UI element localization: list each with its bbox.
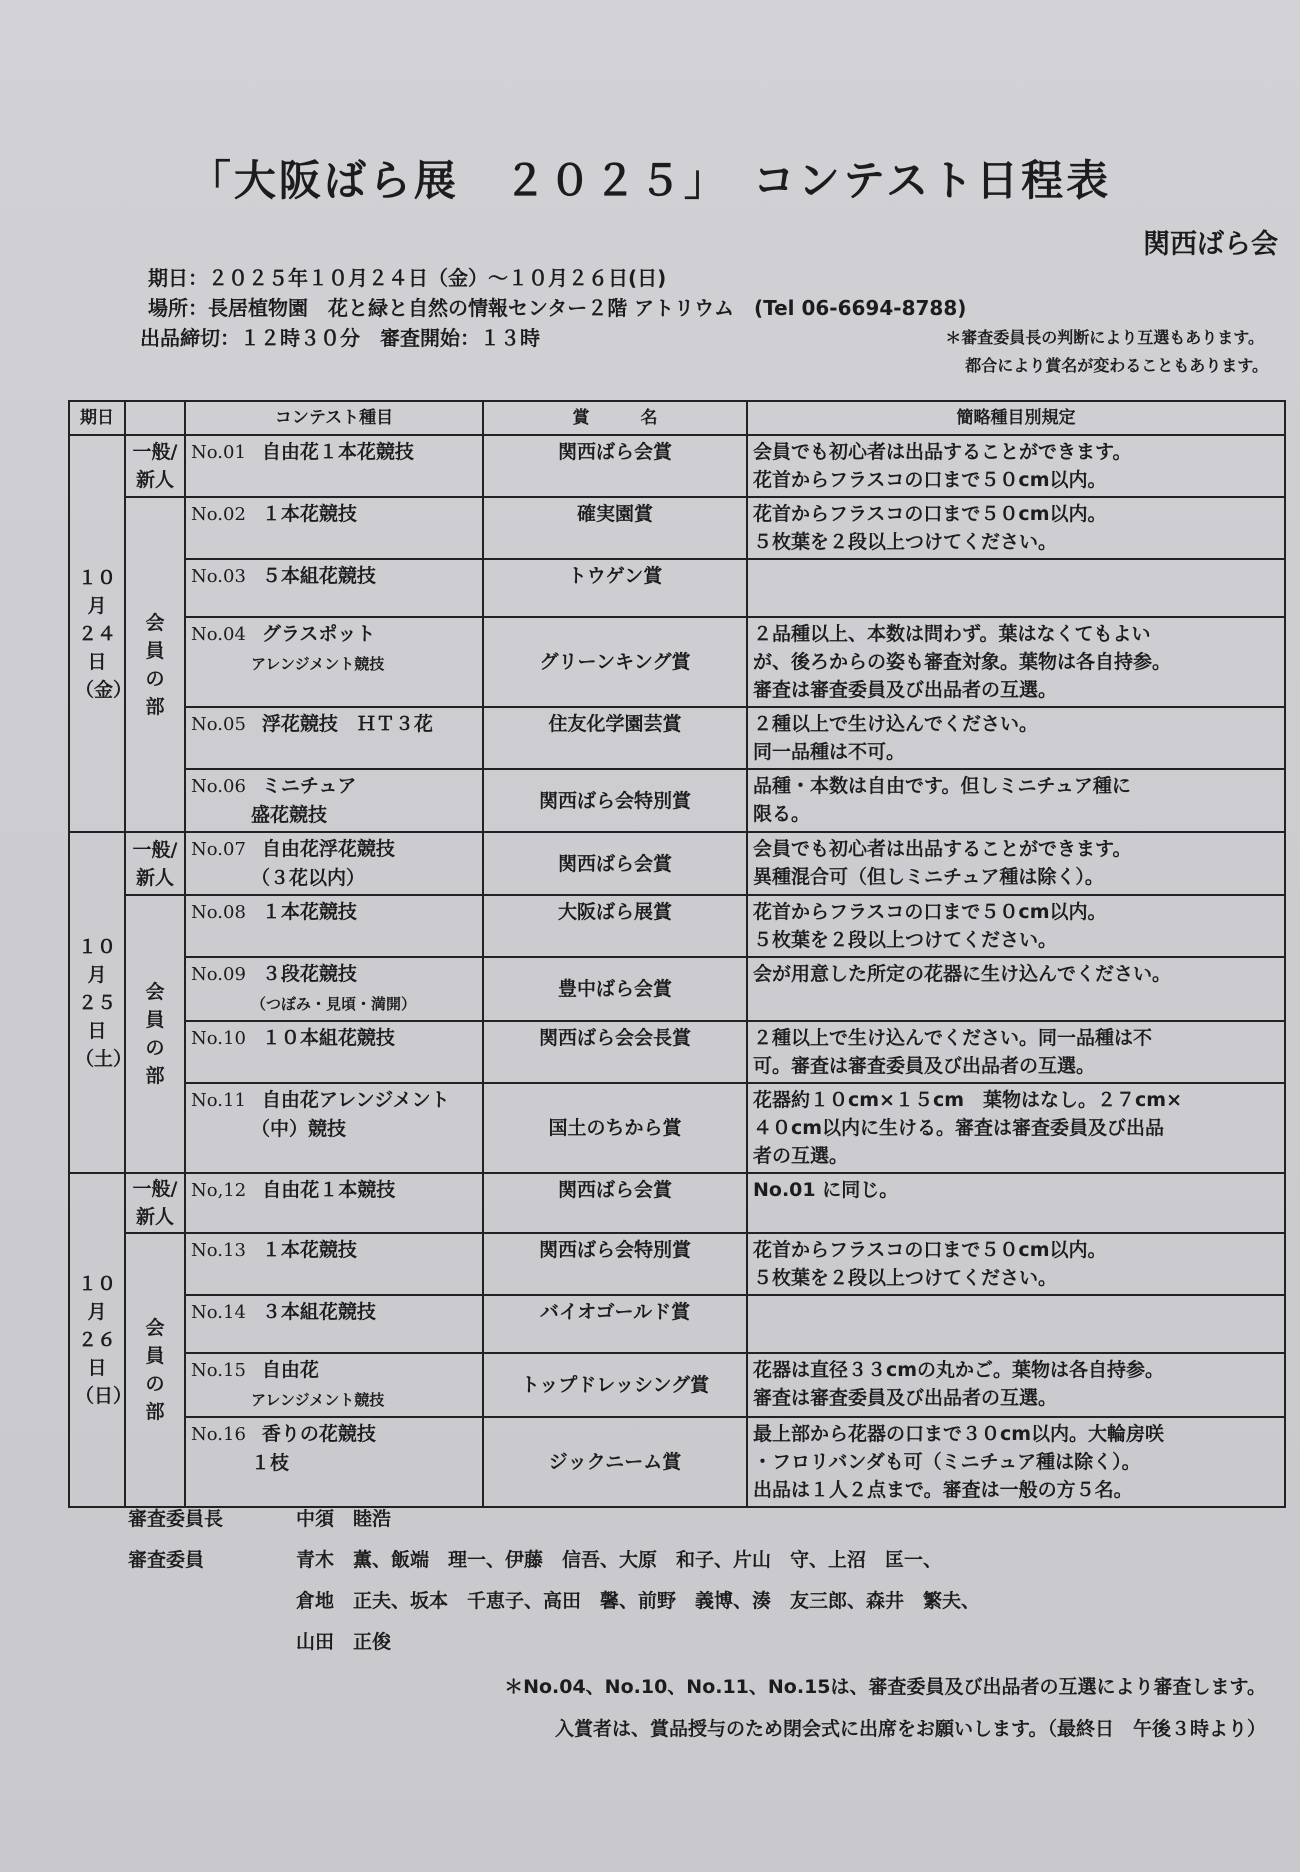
prize-cell: トウゲン賞	[483, 559, 747, 617]
prize-cell: 国土のちから賞	[483, 1083, 747, 1173]
division-general: 一般/新人	[125, 1173, 185, 1233]
rules-line: 出品は１人２点まで。審査は一般の方５名。	[753, 1479, 1133, 1501]
table-row	[69, 1295, 1285, 1353]
judge-chair-label: 審査委員長	[128, 1508, 224, 1530]
notes-right	[945, 324, 1268, 380]
contest-number: No.06	[191, 776, 246, 797]
category-cell	[185, 707, 483, 769]
rules-line: No.01 に同じ。	[753, 1179, 899, 1201]
contest-number: No.11	[191, 1090, 246, 1111]
date-char: ２４	[77, 622, 116, 645]
date-char: １０	[77, 935, 116, 958]
prize-cell: 確実園賞	[483, 497, 747, 559]
rules-line: ５枚葉を２段以上つけてください。	[753, 1267, 1058, 1289]
rules-line: 会員でも初心者は出品することができます。	[753, 838, 1132, 860]
schedule-body	[69, 435, 1285, 1507]
contest-number: No.02	[191, 504, 246, 525]
prize-cell: 関西ばら会賞	[483, 1173, 747, 1233]
date-char: （日）	[75, 1385, 133, 1407]
contest-number: No.15	[191, 1360, 246, 1381]
contest-name: 盛花競技	[251, 804, 328, 826]
table-row	[69, 1173, 1285, 1233]
category-cell	[185, 617, 483, 707]
category-line	[191, 1298, 477, 1327]
category-line	[191, 1420, 477, 1449]
category-line	[191, 1356, 477, 1385]
category-cell	[185, 895, 483, 957]
footer-note: ＊No.04、No.10、No.11、No.15は、審査委員及び出品者の互選により審査します。	[504, 1676, 1266, 1698]
rules-cell	[747, 769, 1285, 832]
category-line	[191, 1115, 477, 1143]
category-line	[191, 801, 477, 829]
rules-cell	[747, 707, 1285, 769]
contest-name: 自由花浮花競技	[261, 838, 395, 860]
division-char: 員	[145, 639, 165, 662]
prize-cell: 住友化学園芸賞	[483, 707, 747, 769]
rules-line: 異種混合可（但しミニチュア種は除く）。	[753, 866, 1104, 888]
rules-cell	[747, 1173, 1285, 1233]
division-general: 一般/新人	[125, 435, 185, 497]
rules-line: 会員でも初心者は出品することができます。	[753, 441, 1132, 463]
rules-cell	[747, 617, 1285, 707]
date-char: ２５	[77, 991, 116, 1014]
rules-line: 花首からフラスコの口まで５０cm以内。	[753, 469, 1107, 491]
division-char: 員	[145, 1009, 165, 1031]
prize-cell: バイオゴールド賞	[483, 1295, 747, 1353]
date-char: （土）	[75, 1047, 133, 1070]
rules-line: 最上部から花器の口まで３０cm以内。大輪房咲	[753, 1423, 1165, 1445]
date-char: 日	[87, 1019, 107, 1042]
note-right-line: 都合により賞名が変わることもあります。	[965, 356, 1268, 375]
category-line	[191, 772, 477, 801]
contest-name: ５本組花競技	[261, 565, 376, 587]
contest-name: （つぼみ・見頃・満開）	[251, 995, 417, 1013]
prize-cell: グリーンキング賞	[483, 617, 747, 707]
category-cell	[185, 1233, 483, 1295]
date-char: １０	[77, 566, 116, 589]
date-cell	[69, 435, 133, 832]
note-right-line: ＊審査委員長の判断により互選もあります。	[945, 328, 1264, 347]
rules-cell	[747, 559, 1285, 617]
category-line	[191, 864, 477, 892]
table-header-row	[69, 401, 1285, 435]
category-line	[191, 1176, 477, 1205]
rules-line: 花首からフラスコの口まで５０cm以内。	[753, 901, 1107, 923]
prize-cell: ジックニーム賞	[483, 1417, 747, 1507]
judge-members-line: 倉地 正夫、坂本 千恵子、高田 馨、前野 義博、湊 友三郎、森井 繁夫、	[296, 1590, 981, 1612]
contest-name: １枝	[251, 1452, 290, 1474]
table-row	[69, 957, 1285, 1021]
contest-name: （中）競技	[251, 1118, 347, 1140]
table-row	[69, 707, 1285, 769]
prize-cell: トップドレッシング賞	[483, 1353, 747, 1417]
contest-name: 自由花アレンジメント	[261, 1089, 450, 1111]
table-row	[69, 1021, 1285, 1083]
category-cell	[185, 957, 483, 1021]
category-cell	[185, 1353, 483, 1417]
contest-name: １０本組花競技	[261, 1027, 395, 1049]
table-row	[69, 617, 1285, 707]
info-venue: 場所：長居植物園 花と緑と自然の情報センター２階 アトリウム (Tel 06-6694-8788)	[148, 296, 967, 320]
contest-name: １本花競技	[261, 1239, 357, 1261]
rules-cell	[747, 435, 1285, 497]
contest-number: No.10	[191, 1028, 246, 1049]
division-general: 一般/新人	[125, 832, 185, 895]
date-char: 日	[87, 650, 107, 673]
category-line	[191, 1024, 477, 1053]
judge-members-label: 審査委員	[128, 1549, 205, 1571]
judge-chair-name: 中須 睦浩	[296, 1508, 392, 1530]
contest-name: アレンジメント競技	[251, 1391, 385, 1409]
organizer-name: 関西ばら会	[1143, 229, 1278, 260]
table-row	[69, 832, 1285, 895]
contest-name: ミニチュア	[261, 775, 357, 797]
footer-note: 入賞者は、賞品授与のため閉会式に出席をお願いします。（最終日 午後３時より）	[555, 1718, 1266, 1740]
rules-cell	[747, 957, 1285, 1021]
contest-name: 香りの花競技	[261, 1423, 376, 1445]
schedule-table	[68, 400, 1286, 1508]
rules-cell	[747, 1083, 1285, 1173]
prize-cell: 関西ばら会賞	[483, 832, 747, 895]
rules-line: ２品種以上、本数は問わず。葉はなくてもよい	[753, 623, 1151, 645]
date-char: ２６	[77, 1329, 116, 1351]
date-char: 月	[87, 1301, 107, 1323]
rules-cell	[747, 1353, 1285, 1417]
date-char: （金）	[75, 678, 133, 701]
info-deadline: 出品締切：１２時３０分 審査開始：１３時	[140, 326, 540, 350]
rules-cell	[747, 1295, 1285, 1353]
contest-name: （３花以内）	[251, 867, 366, 889]
contest-name: 自由花	[261, 1359, 319, 1381]
table-row	[69, 1233, 1285, 1295]
contest-name: １本花競技	[261, 503, 357, 525]
rules-line: 限る。	[753, 803, 811, 825]
rules-line: 者の互選。	[753, 1145, 849, 1167]
header-prize: 賞 名	[483, 401, 747, 435]
contest-number: No.03	[191, 566, 246, 587]
category-cell	[185, 1417, 483, 1507]
category-cell	[185, 832, 483, 895]
date-char: 月	[87, 594, 107, 617]
rules-line: が、後ろからの姿も審査対象。葉物は各自持参。	[753, 651, 1172, 673]
rules-cell	[747, 1233, 1285, 1295]
category-line	[191, 1236, 477, 1265]
category-line	[191, 620, 477, 649]
table-row	[69, 1083, 1285, 1173]
header-category: コンテスト種目	[185, 401, 483, 435]
category-cell	[185, 1173, 483, 1233]
category-line	[191, 500, 477, 529]
division-char: 部	[145, 695, 165, 718]
prize-cell: 関西ばら会賞	[483, 435, 747, 497]
division-char: 部	[145, 1401, 165, 1423]
rules-line: ２種以上で生け込んでください。	[753, 713, 1039, 735]
division-char: の	[145, 1037, 165, 1059]
rules-line: 品種・本数は自由です。但しミニチュア種に	[753, 775, 1131, 797]
category-line	[191, 562, 477, 591]
rules-cell	[747, 832, 1285, 895]
table-row	[69, 1353, 1285, 1417]
prize-cell: 関西ばら会特別賞	[483, 769, 747, 832]
date-char: 日	[87, 1357, 107, 1379]
category-cell	[185, 435, 483, 497]
contest-name: 自由花１本競技	[262, 1179, 396, 1201]
contest-number: No.13	[191, 1240, 246, 1261]
category-cell	[185, 1083, 483, 1173]
category-line	[191, 1449, 477, 1477]
rules-cell	[747, 1021, 1285, 1083]
table-row	[69, 769, 1285, 832]
table-row	[69, 435, 1285, 497]
document-title: 「大阪ばら展 ２０２５」 コンテスト日程表	[188, 156, 1112, 205]
rules-line: 花器約１０cm×１５cm 葉物はなし。２７cm×	[753, 1089, 1183, 1111]
division-char: 会	[145, 981, 165, 1003]
date-cell	[69, 1173, 133, 1507]
division-member	[125, 497, 185, 832]
rules-cell	[747, 1417, 1285, 1507]
contest-number: No.09	[191, 964, 246, 985]
info-period: 期日：２０２５年１０月２４日（金）～１０月２６日(日)	[148, 266, 667, 290]
category-cell	[185, 1295, 483, 1353]
rules-line: 可。審査は審査委員及び出品者の互選。	[753, 1055, 1096, 1077]
rules-line: ・フロリバンダも可（ミニチュア種は除く）。	[753, 1451, 1141, 1473]
division-char: 部	[145, 1065, 165, 1087]
table-row	[69, 895, 1285, 957]
rules-line: 同一品種は不可。	[753, 741, 906, 763]
judge-members-line: 山田 正俊	[296, 1631, 392, 1653]
category-line	[191, 1385, 477, 1414]
contest-name: １本花競技	[261, 901, 357, 923]
contest-number: No.05	[191, 714, 246, 735]
division-char: の	[145, 1373, 165, 1395]
judge-members-line: 青木 薫、飯端 理一、伊藤 信吾、大原 和子、片山 守、上沼 匡一、	[296, 1549, 943, 1571]
contest-number: No,12	[191, 1180, 247, 1201]
table-row	[69, 497, 1285, 559]
prize-cell: 関西ばら会特別賞	[483, 1233, 747, 1295]
category-line	[191, 438, 477, 467]
rules-cell	[747, 895, 1285, 957]
category-line	[191, 960, 477, 989]
prize-cell: 関西ばら会会長賞	[483, 1021, 747, 1083]
division-member	[125, 1233, 185, 1507]
category-line	[191, 898, 477, 927]
rules-line: 花首からフラスコの口まで５０cm以内。	[753, 1239, 1107, 1261]
prize-cell: 豊中ばら会賞	[483, 957, 747, 1021]
header-date: 期日	[69, 401, 125, 435]
header-division	[125, 401, 185, 435]
contest-name: 自由花１本花競技	[261, 441, 414, 463]
contest-number: No.08	[191, 902, 246, 923]
contest-name: ３段花競技	[261, 963, 357, 985]
contest-number: No.14	[191, 1302, 246, 1323]
table-row	[69, 1417, 1285, 1507]
contest-number: No.01	[191, 442, 246, 463]
rules-line: 審査は審査委員及び出品者の互選。	[753, 1387, 1058, 1409]
division-char: 会	[145, 1317, 165, 1339]
rules-line: 花器は直径３３cmの丸かご。葉物は各自持参。	[753, 1359, 1165, 1381]
rules-line: ５枚葉を２段以上つけてください。	[753, 929, 1058, 951]
category-line	[191, 1086, 477, 1115]
rules-line: 審査は審査委員及び出品者の互選。	[753, 679, 1058, 701]
rules-line: ４０cm以内に生ける。審査は審査委員及び出品	[753, 1117, 1165, 1139]
contest-number: No.16	[191, 1424, 246, 1445]
category-cell	[185, 559, 483, 617]
category-cell	[185, 1021, 483, 1083]
contest-name: アレンジメント競技	[251, 655, 385, 673]
division-char: 員	[145, 1345, 165, 1367]
contest-number: No.07	[191, 839, 246, 860]
date-char: １０	[77, 1273, 116, 1295]
header-rules: 簡略種目別規定	[747, 401, 1285, 435]
rules-line: 会が用意した所定の花器に生け込んでください。	[753, 963, 1172, 985]
category-line	[191, 835, 477, 864]
table-row	[69, 559, 1285, 617]
date-char: 月	[87, 963, 107, 986]
contest-name: ３本組花競技	[261, 1301, 376, 1323]
prize-cell: 大阪ばら展賞	[483, 895, 747, 957]
category-cell	[185, 769, 483, 832]
category-line	[191, 710, 477, 739]
category-line	[191, 989, 477, 1018]
division-char: の	[145, 667, 165, 690]
rules-line: 花首からフラスコの口まで５０cm以内。	[753, 503, 1107, 525]
category-line	[191, 649, 477, 678]
rules-cell	[747, 497, 1285, 559]
contest-number: No.04	[191, 624, 246, 645]
division-char: 会	[145, 611, 165, 634]
division-member	[125, 895, 185, 1173]
contest-name: グラスポット	[261, 623, 376, 645]
date-cell	[69, 832, 133, 1173]
rules-line: ２種以上で生け込んでください。同一品種は不	[753, 1027, 1153, 1049]
category-cell	[185, 497, 483, 559]
rules-line: ５枚葉を２段以上つけてください。	[753, 531, 1058, 553]
contest-name: 浮花競技 ＨＴ３花	[261, 713, 433, 735]
